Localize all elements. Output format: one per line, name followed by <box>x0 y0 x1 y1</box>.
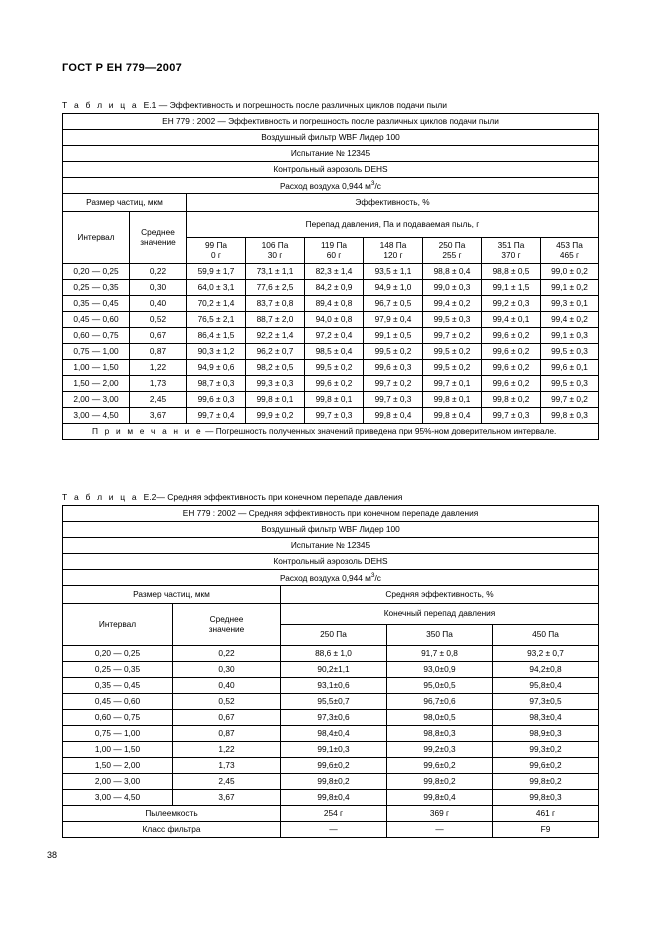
table-row <box>63 662 599 678</box>
table-row <box>63 694 599 710</box>
cell-value: 99,8 ± 0,2 <box>482 392 541 408</box>
table-row <box>63 344 599 360</box>
meta-airflow-pre: Расход воздуха 0,944 м <box>280 572 371 583</box>
summary-value: 461 г <box>493 806 599 822</box>
cell-value: 97,9 ± 0,4 <box>364 312 423 328</box>
meta-standard-line: ЕН 779 : 2002 — Эффективность и погрешность после различных циклов подачи пыли <box>63 114 599 130</box>
cell-value: 99,6 ± 0,3 <box>364 360 423 376</box>
header-pressure-value: 250 Па <box>438 239 466 250</box>
summary-value: F9 <box>493 822 599 838</box>
cell-mean: 3,67 <box>130 408 187 424</box>
cell-mean: 0,67 <box>130 328 187 344</box>
cell-mean: 2,45 <box>173 774 281 790</box>
cell-interval: 0,75 — 1,00 <box>63 726 173 742</box>
cell-mean: 0,52 <box>130 312 187 328</box>
cell-interval: 3,00 — 4,50 <box>63 408 130 424</box>
page-number: 38 <box>47 850 58 860</box>
table-2-meta-row <box>63 570 599 586</box>
cell-value: 95,8±0,4 <box>493 678 599 694</box>
cell-value: 70,2 ± 1,4 <box>187 296 246 312</box>
cell-value: 98,9±0,3 <box>493 726 599 742</box>
header-dust-value: 0 г <box>211 249 221 260</box>
cell-value: 99,1 ± 1,5 <box>482 280 541 296</box>
note-label: П р и м е ч а н и е <box>92 425 203 436</box>
cell-value: 99,8±0,4 <box>281 790 387 806</box>
header-final-pressure-col-2: 450 Па <box>493 625 599 646</box>
table-2-caption <box>62 492 402 502</box>
meta-airflow-post: /с <box>374 180 381 191</box>
cell-value: 99,6 ± 0,2 <box>482 344 541 360</box>
table-1-caption-text: — Эффективность и погрешность после различных циклов подачи пыли <box>158 100 447 110</box>
cell-value: 96,7±0,6 <box>387 694 493 710</box>
cell-value: 99,6 ± 0,2 <box>482 328 541 344</box>
table-row <box>63 726 599 742</box>
cell-value: 98,4±0,4 <box>281 726 387 742</box>
header-pressure-value: 106 Па <box>261 239 289 250</box>
table-1-meta-row <box>63 162 599 178</box>
meta-airflow-exponent: 3 <box>370 571 375 579</box>
cell-value: 98,2 ± 0,5 <box>246 360 305 376</box>
table-2-caption-prefix: Т а б л и ц а <box>62 492 139 502</box>
cell-value: 99,4 ± 0,2 <box>423 296 482 312</box>
cell-value: 99,6±0,2 <box>281 758 387 774</box>
cell-value: 98,7 ± 0,3 <box>187 376 246 392</box>
header-pressure-col-1 <box>246 238 305 264</box>
cell-interval: 1,50 — 2,00 <box>63 758 173 774</box>
cell-value: 86,4 ± 1,5 <box>187 328 246 344</box>
header-mean-value-line1: Среднее <box>209 613 244 624</box>
cell-value: 98,3±0,4 <box>493 710 599 726</box>
table-2-caption-number: Е.2 <box>143 492 157 502</box>
cell-value: 99,7 ± 0,2 <box>423 328 482 344</box>
cell-mean: 0,87 <box>130 344 187 360</box>
meta-test-number-line: Испытание № 12345 <box>63 538 599 554</box>
header-mean-value-line1: Среднее <box>141 226 175 237</box>
cell-value: 95,5±0,7 <box>281 694 387 710</box>
meta-standard-line: ЕН 779 : 2002 — Средняя эффективность при конечном перепаде давления <box>63 506 599 522</box>
cell-interval: 0,20 — 0,25 <box>63 264 130 280</box>
table-1-note-row <box>63 424 599 440</box>
cell-value: 98,8 ± 0,5 <box>482 264 541 280</box>
header-pressure-value: 148 Па <box>379 239 407 250</box>
table-row <box>63 296 599 312</box>
cell-interval: 1,00 — 1,50 <box>63 742 173 758</box>
cell-value: 89,4 ± 0,8 <box>305 296 364 312</box>
cell-value: 84,2 ± 0,9 <box>305 280 364 296</box>
cell-value: 99,4 ± 0,1 <box>482 312 541 328</box>
cell-value: 77,6 ± 2,5 <box>246 280 305 296</box>
cell-interval: 0,45 — 0,60 <box>63 694 173 710</box>
table-row <box>63 360 599 376</box>
cell-value: 99,5 ± 0,2 <box>364 344 423 360</box>
meta-airflow-pre: Расход воздуха 0,944 м <box>280 180 371 191</box>
header-pressure-col-3 <box>364 238 423 264</box>
cell-value: 94,9 ± 1,0 <box>364 280 423 296</box>
header-pressure-col-2 <box>305 238 364 264</box>
table-efficiency-dust-cycles <box>62 113 599 440</box>
meta-airflow-post: /с <box>374 572 381 583</box>
header-dust-value: 370 г <box>501 249 521 260</box>
cell-value: 99,1 ± 0,5 <box>364 328 423 344</box>
meta-airflow-line <box>63 570 599 586</box>
cell-value: 99,8 ± 0,4 <box>423 408 482 424</box>
header-dust-value: 465 г <box>559 249 580 260</box>
table-row <box>63 264 599 280</box>
table-1-group-header-row <box>63 194 599 212</box>
table-row <box>63 774 599 790</box>
table-row <box>63 392 599 408</box>
cell-mean: 0,40 <box>130 296 187 312</box>
cell-mean: 2,45 <box>130 392 187 408</box>
header-mean-value-line2: значение <box>208 623 245 634</box>
meta-aerosol-line: Контрольный аэрозоль DEHS <box>63 162 599 178</box>
cell-value: 90,3 ± 1,2 <box>187 344 246 360</box>
table-row <box>63 790 599 806</box>
cell-mean: 1,22 <box>130 360 187 376</box>
cell-value: 73,1 ± 1,1 <box>246 264 305 280</box>
header-average-efficiency-group: Средняя эффективность, % <box>281 586 599 604</box>
cell-interval: 0,25 — 0,35 <box>63 662 173 678</box>
cell-value: 99,6 ± 0,2 <box>482 360 541 376</box>
cell-value: 99,8 ± 0,1 <box>305 392 364 408</box>
summary-value: 254 г <box>281 806 387 822</box>
header-pressure-col-0 <box>187 238 246 264</box>
cell-value: 99,5 ± 0,3 <box>423 312 482 328</box>
cell-value: 99,7 ± 0,1 <box>423 376 482 392</box>
cell-value: 94,9 ± 0,6 <box>187 360 246 376</box>
cell-value: 64,0 ± 3,1 <box>187 280 246 296</box>
table-1-note <box>63 424 599 440</box>
cell-value: 99,8±0,2 <box>493 774 599 790</box>
table-1-meta-row <box>63 114 599 130</box>
cell-value: 97,3±0,5 <box>493 694 599 710</box>
cell-interval: 0,35 — 0,45 <box>63 296 130 312</box>
summary-value: 369 г <box>387 806 493 822</box>
table-1-subheader-row <box>63 212 599 238</box>
cell-value: 94,2±0,8 <box>493 662 599 678</box>
cell-value: 91,7 ± 0,8 <box>387 646 493 662</box>
header-final-pressure-col-0: 250 Па <box>281 625 387 646</box>
cell-value: 99,1±0,3 <box>281 742 387 758</box>
meta-airflow-line <box>63 178 599 194</box>
cell-value: 99,8 ± 0,1 <box>423 392 482 408</box>
cell-value: 99,3 ± 0,3 <box>246 376 305 392</box>
cell-value: 99,5 ± 0,2 <box>423 360 482 376</box>
table-2-subheader-row <box>63 604 599 625</box>
cell-value: 93,2 ± 0,7 <box>493 646 599 662</box>
cell-value: 99,7 ± 0,3 <box>482 408 541 424</box>
header-final-pressure-col-1: 350 Па <box>387 625 493 646</box>
table-row <box>63 758 599 774</box>
cell-value: 99,8 ± 0,1 <box>246 392 305 408</box>
header-pressure-drop-group: Перепад давления, Па и подаваемая пыль, г <box>187 212 599 238</box>
header-interval: Интервал <box>63 212 130 264</box>
cell-value: 99,1 ± 0,2 <box>541 280 599 296</box>
summary-label-dust-capacity: Пылеемкость <box>63 806 281 822</box>
cell-value: 92,2 ± 1,4 <box>246 328 305 344</box>
cell-value: 99,8 ± 0,4 <box>364 408 423 424</box>
cell-value: 99,3±0,2 <box>493 742 599 758</box>
meta-aerosol-line: Контрольный аэрозоль DEHS <box>63 554 599 570</box>
header-pressure-col-6 <box>541 238 599 264</box>
cell-interval: 0,20 — 0,25 <box>63 646 173 662</box>
cell-value: 99,6 ± 0,1 <box>541 360 599 376</box>
cell-mean: 0,52 <box>173 694 281 710</box>
cell-value: 99,8 ± 0,3 <box>541 408 599 424</box>
cell-interval: 0,60 — 0,75 <box>63 710 173 726</box>
table-row <box>63 710 599 726</box>
summary-value: — <box>281 822 387 838</box>
cell-value: 99,7 ± 0,3 <box>364 392 423 408</box>
cell-value: 97,3±0,6 <box>281 710 387 726</box>
cell-value: 99,2±0,3 <box>387 742 493 758</box>
table-2-meta-row <box>63 522 599 538</box>
cell-value: 90,2±1,1 <box>281 662 387 678</box>
header-pressure-value: 99 Па <box>204 239 228 250</box>
table-row <box>63 376 599 392</box>
header-dust-value: 120 г <box>383 249 403 260</box>
table-2-group-header-row <box>63 586 599 604</box>
cell-value: 99,1 ± 0,3 <box>541 328 599 344</box>
summary-label-filter-class: Класс фильтра <box>63 822 281 838</box>
cell-value: 99,8±0,3 <box>493 790 599 806</box>
header-particle-size-group: Размер частиц, мкм <box>63 194 187 212</box>
header-pressure-col-5 <box>482 238 541 264</box>
table-row <box>63 646 599 662</box>
cell-interval: 0,25 — 0,35 <box>63 280 130 296</box>
cell-interval: 0,45 — 0,60 <box>63 312 130 328</box>
table-row <box>63 280 599 296</box>
cell-value: 82,3 ± 1,4 <box>305 264 364 280</box>
header-pressure-value: 351 Па <box>497 239 525 250</box>
cell-value: 94,0 ± 0,8 <box>305 312 364 328</box>
cell-value: 93,0±0,9 <box>387 662 493 678</box>
cell-mean: 0,87 <box>173 726 281 742</box>
cell-value: 98,8±0,3 <box>387 726 493 742</box>
cell-interval: 0,35 — 0,45 <box>63 678 173 694</box>
table-2-summary-row <box>63 822 599 838</box>
header-final-pressure-drop-group: Конечный перепад давления <box>281 604 599 625</box>
note-text: — Погрешность полученных значений приведена при 95%-ном доверительном интервале. <box>205 425 557 436</box>
cell-value: 99,8±0,4 <box>387 790 493 806</box>
cell-value: 99,6±0,2 <box>493 758 599 774</box>
cell-interval: 1,00 — 1,50 <box>63 360 130 376</box>
table-1-meta-row <box>63 130 599 146</box>
table-row <box>63 328 599 344</box>
cell-value: 99,5 ± 0,2 <box>305 360 364 376</box>
cell-value: 99,0 ± 0,3 <box>423 280 482 296</box>
table-1-caption-prefix: Т а б л и ц а <box>62 100 139 110</box>
cell-value: 99,7 ± 0,2 <box>541 392 599 408</box>
cell-value: 98,5 ± 0,4 <box>305 344 364 360</box>
header-particle-size-group: Размер частиц, мкм <box>63 586 281 604</box>
cell-value: 99,5 ± 0,3 <box>541 344 599 360</box>
cell-value: 99,7 ± 0,4 <box>187 408 246 424</box>
meta-filter-line: Воздушный фильтр WBF Лидер 100 <box>63 522 599 538</box>
cell-value: 99,2 ± 0,3 <box>482 296 541 312</box>
cell-value: 88,7 ± 2,0 <box>246 312 305 328</box>
table-2-summary-row <box>63 806 599 822</box>
table-row <box>63 312 599 328</box>
table-average-efficiency-final-pressure <box>62 505 599 838</box>
cell-value: 99,8±0,2 <box>281 774 387 790</box>
cell-mean: 0,22 <box>173 646 281 662</box>
cell-value: 93,5 ± 1,1 <box>364 264 423 280</box>
table-2-caption-text: — Средняя эффективность при конечном перепаде давления <box>156 492 403 502</box>
header-mean-value <box>173 604 281 646</box>
header-interval: Интервал <box>63 604 173 646</box>
header-pressure-value: 453 Па <box>556 239 583 250</box>
cell-value: 99,6±0,2 <box>387 758 493 774</box>
header-mean-value <box>130 212 187 264</box>
cell-interval: 2,00 — 3,00 <box>63 392 130 408</box>
cell-mean: 1,22 <box>173 742 281 758</box>
cell-value: 99,7 ± 0,3 <box>305 408 364 424</box>
cell-interval: 0,60 — 0,75 <box>63 328 130 344</box>
table-2-meta-row <box>63 506 599 522</box>
cell-value: 99,7 ± 0,2 <box>364 376 423 392</box>
table-row <box>63 742 599 758</box>
cell-mean: 3,67 <box>173 790 281 806</box>
cell-value: 99,3 ± 0,1 <box>541 296 599 312</box>
cell-value: 95,0±0,5 <box>387 678 493 694</box>
cell-value: 96,7 ± 0,5 <box>364 296 423 312</box>
cell-value: 98,0±0,5 <box>387 710 493 726</box>
table-1-meta-row <box>63 146 599 162</box>
cell-mean: 0,67 <box>173 710 281 726</box>
header-pressure-value: 119 Па <box>320 239 348 250</box>
cell-value: 99,6 ± 0,3 <box>187 392 246 408</box>
header-efficiency-group: Эффективность, % <box>187 194 599 212</box>
cell-mean: 0,40 <box>173 678 281 694</box>
table-2-meta-row <box>63 538 599 554</box>
cell-value: 76,5 ± 2,1 <box>187 312 246 328</box>
cell-interval: 3,00 — 4,50 <box>63 790 173 806</box>
cell-interval: 2,00 — 3,00 <box>63 774 173 790</box>
standard-header: ГОСТ Р ЕН 779—2007 <box>62 62 183 74</box>
summary-value: — <box>387 822 493 838</box>
header-mean-value-line2: значение <box>140 236 176 247</box>
cell-mean: 1,73 <box>173 758 281 774</box>
cell-mean: 0,22 <box>130 264 187 280</box>
table-row <box>63 408 599 424</box>
cell-interval: 1,50 — 2,00 <box>63 376 130 392</box>
table-1-meta-row <box>63 178 599 194</box>
table-1-caption <box>62 100 447 110</box>
cell-value: 99,5 ± 0,2 <box>423 344 482 360</box>
header-dust-value: 60 г <box>326 249 342 260</box>
cell-mean: 1,73 <box>130 376 187 392</box>
cell-value: 59,9 ± 1,7 <box>187 264 246 280</box>
cell-mean: 0,30 <box>130 280 187 296</box>
header-dust-value: 255 г <box>442 249 462 260</box>
cell-mean: 0,30 <box>173 662 281 678</box>
cell-value: 83,7 ± 0,8 <box>246 296 305 312</box>
cell-value: 99,8±0,2 <box>387 774 493 790</box>
table-1-caption-number: Е.1 <box>143 100 157 110</box>
meta-airflow-exponent: 3 <box>370 179 375 187</box>
header-dust-value: 30 г <box>267 249 283 260</box>
cell-interval: 0,75 — 1,00 <box>63 344 130 360</box>
header-pressure-col-4 <box>423 238 482 264</box>
cell-value: 96,2 ± 0,7 <box>246 344 305 360</box>
cell-value: 98,8 ± 0,4 <box>423 264 482 280</box>
cell-value: 97,2 ± 0,4 <box>305 328 364 344</box>
cell-value: 93,1±0,6 <box>281 678 387 694</box>
cell-value: 99,6 ± 0,2 <box>482 376 541 392</box>
meta-test-number-line: Испытание № 12345 <box>63 146 599 162</box>
cell-value: 99,0 ± 0,2 <box>541 264 599 280</box>
table-row <box>63 678 599 694</box>
cell-value: 88,6 ± 1,0 <box>281 646 387 662</box>
cell-value: 99,6 ± 0,2 <box>305 376 364 392</box>
table-2-meta-row <box>63 554 599 570</box>
cell-value: 99,9 ± 0,2 <box>246 408 305 424</box>
cell-value: 99,5 ± 0,3 <box>541 376 599 392</box>
meta-filter-line: Воздушный фильтр WBF Лидер 100 <box>63 130 599 146</box>
cell-value: 99,4 ± 0,2 <box>541 312 599 328</box>
